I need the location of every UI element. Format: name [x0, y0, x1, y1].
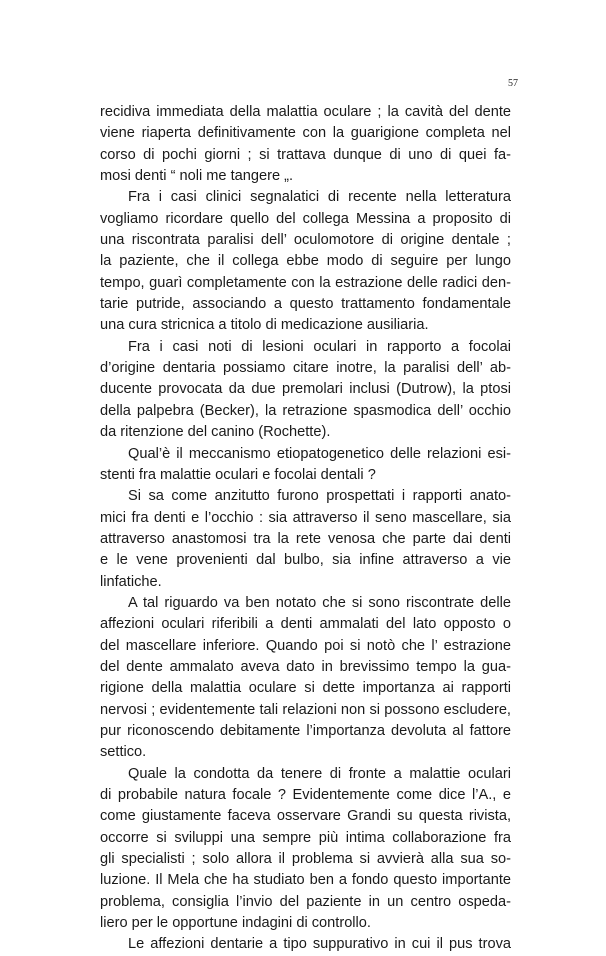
text-line: corso di pochi giorni ; si trattava dunque di uno di quei fa- — [100, 146, 511, 163]
text-line: pur riconoscendo debitamente l’importanza devoluta al fattore — [100, 722, 511, 739]
paragraph — [100, 764, 511, 935]
text-line: affezioni oculari riferibili a denti ammalati del lato opposto o — [100, 616, 511, 633]
text-line: gli specialisti ; solo allora il problema si avvierà alla sua so- — [100, 851, 511, 868]
text-line: occorre si sviluppi una sempre più intima collaborazione fra — [100, 829, 511, 846]
text-line: tempo, guarì completamente con la estrazione delle radici den- — [100, 274, 511, 291]
text-line: rigione della malattia oculare si dette importanza ai rapporti — [100, 680, 511, 697]
text-line: luzione. Il Mela che ha studiato ben a fondo questo importante — [100, 872, 511, 889]
text-line: d’origine dentaria possiamo citare inotre, la paralisi dell’ ab- — [100, 360, 511, 377]
text-line: attraverso anastomosi tra la rete venosa che parte dai denti — [100, 530, 511, 547]
text-line: viene riaperta definitivamente con la guarigione completa nel — [100, 125, 511, 142]
text-line: liero per le opportune indagini di controllo. — [100, 915, 371, 932]
paragraph — [100, 337, 511, 444]
text-line: stenti fra malattie oculari e focolai dentali ? — [100, 466, 376, 483]
text-line: Le affezioni dentarie a tipo suppurativo in cui il pus trova — [128, 936, 511, 953]
text-line: mosi denti “ noli me tangere „. — [100, 168, 294, 185]
text-line: una riscontrata paralisi dell’ oculomotore di origine dentale ; — [100, 232, 511, 249]
paragraph — [100, 934, 511, 955]
text-line: problema, consiglia l’invio del paziente in un centro ospeda- — [100, 893, 511, 910]
text-line: Fra i casi clinici segnalatici di recente nella letteratura — [128, 189, 511, 206]
paragraph — [100, 593, 511, 764]
text-line: da ritenzione del canino (Rochette). — [100, 424, 331, 441]
body-text — [100, 102, 511, 956]
text-line: nervosi ; evidentemente tali relazioni non si possono escludere, — [100, 701, 511, 718]
text-line: mici fra denti e l’occhio : sia attraverso il seno mascellare, sia — [100, 509, 511, 526]
text-line: Qual’è il meccanismo etiopatogenetico delle relazioni esi- — [128, 445, 511, 462]
text-line: settico. — [100, 744, 147, 761]
text-line: come giustamente faceva osservare Grandi su questa rivista, — [100, 808, 511, 825]
page-number: 57 — [508, 78, 518, 89]
text-line: Si sa come anzitutto furono prospettati i rapporti anato- — [128, 488, 511, 505]
paragraph — [100, 187, 511, 336]
text-line: una cura stricnica a titolo di medicazione ausiliaria. — [100, 317, 429, 334]
paragraph — [100, 102, 511, 187]
text-line: ducente provocata da due premolari inclusi (Dutrow), la ptosi — [100, 381, 511, 398]
paragraph — [100, 486, 511, 593]
text-line: di probabile natura focale ? Evidentemente come dice l’A., e — [100, 787, 511, 803]
text-line: e le vene provenienti dal bulbo, sia infine attraverso a vie — [100, 552, 511, 569]
text-line: vogliamo ricordare quello del collega Messina a proposito di — [100, 210, 511, 227]
text-line: linfatiche. — [100, 573, 162, 590]
text-line: Quale la condotta da tenere di fronte a malattie oculari — [128, 765, 511, 782]
text-line: tarie putride, associando a questo trattamento fondamentale — [100, 296, 511, 313]
text-line: Fra i casi noti di lesioni oculari in rapporto a focolai — [128, 338, 511, 355]
text-line: la paziente, che il collega ebbe modo di seguire per lungo — [100, 253, 511, 270]
text-line: del dente ammalato aveva dato in brevissimo tempo la gua- — [100, 658, 511, 675]
text-line: del mascellare inferiore. Quando poi si notò che l’ estrazione — [100, 637, 511, 654]
text-line: recidiva immediata della malattia oculare ; la cavità del dente — [100, 104, 511, 120]
text-line: della palpebra (Becker), la retrazione spasmodica dell’ occhio — [100, 402, 511, 419]
text-line: A tal riguardo va ben notato che si sono riscontrate delle — [128, 594, 511, 611]
paragraph — [100, 444, 511, 487]
